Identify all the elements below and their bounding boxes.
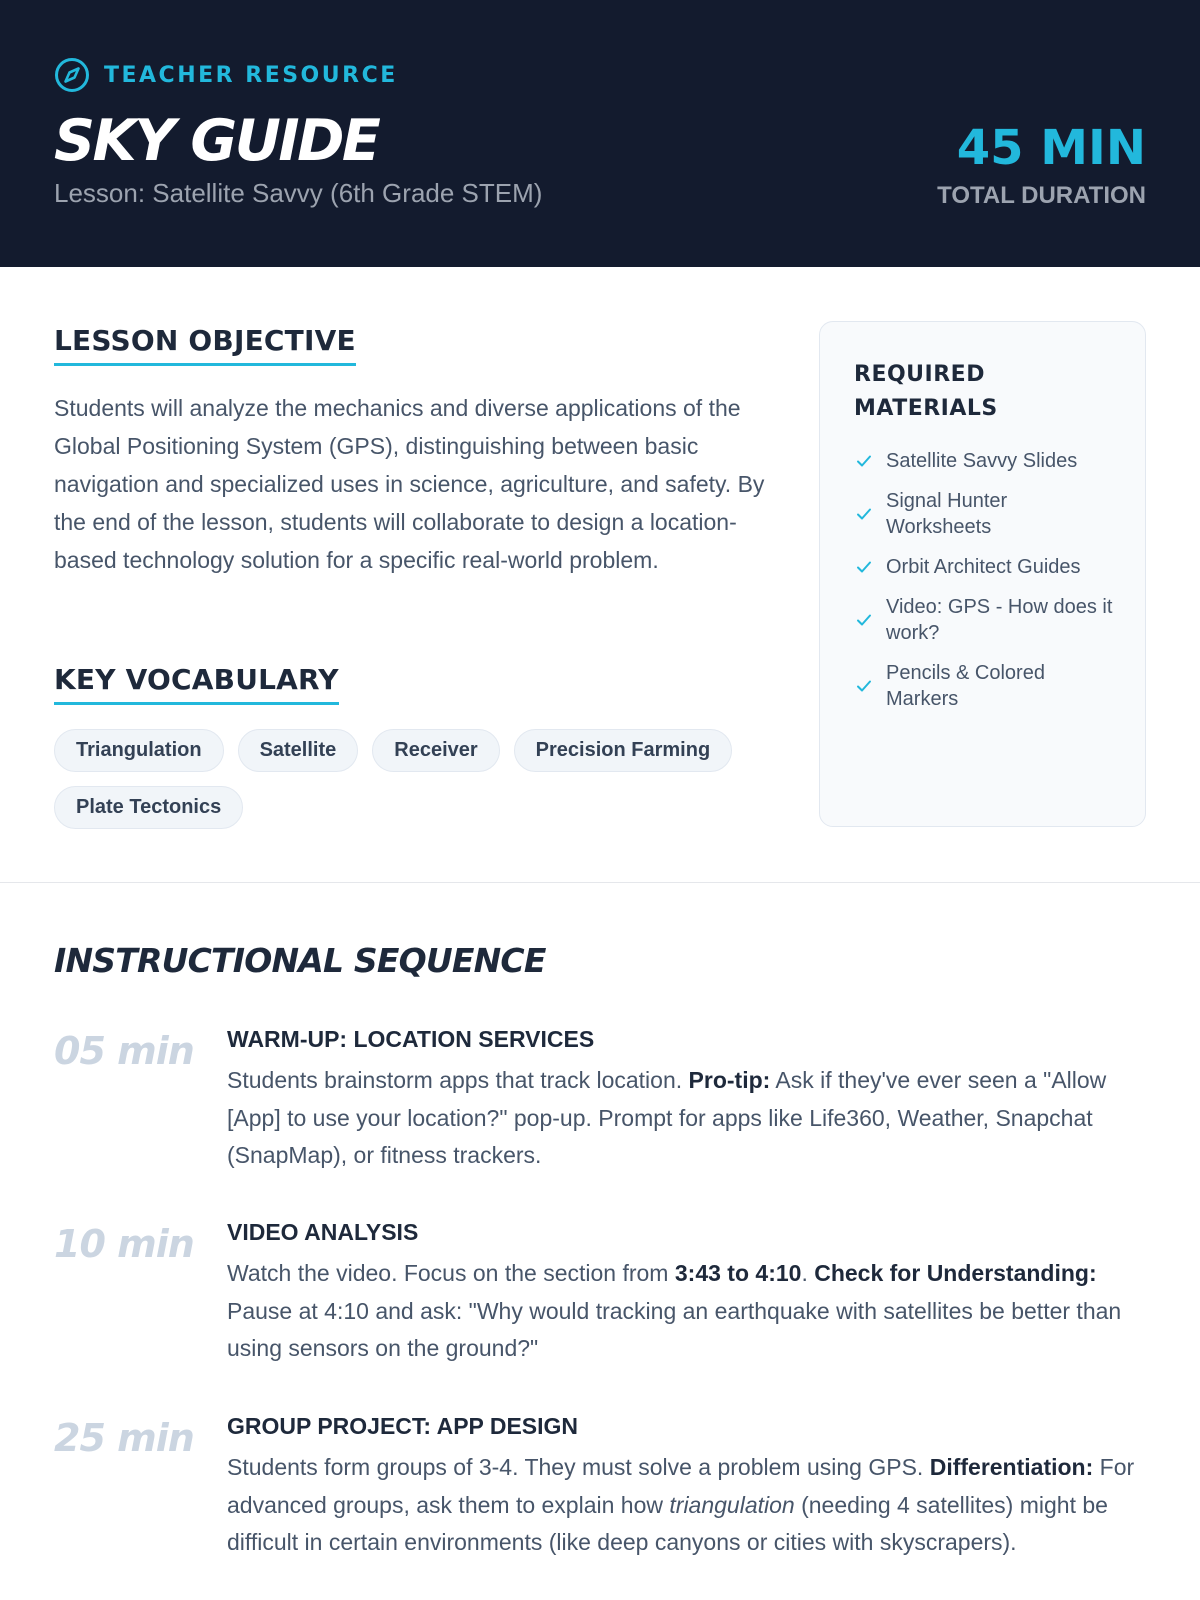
materials-item-label: Orbit Architect Guides	[886, 556, 1081, 578]
step-body	[227, 1024, 1146, 1175]
materials-item	[854, 660, 1115, 712]
vocab-chip: Satellite	[238, 729, 359, 772]
sequence-step	[54, 1024, 1146, 1175]
materials-item-label: Signal Hunter Worksheets	[886, 490, 1008, 538]
vocab-chip: Triangulation	[54, 729, 224, 772]
materials-item-label: Pencils & Colored Markers	[886, 662, 1045, 710]
page-title: SKY GUIDE	[54, 108, 379, 174]
check-icon	[854, 610, 874, 630]
check-icon	[854, 676, 874, 696]
step-text: Watch the video. Focus on the section from 3:43 to 4:10. Check for Understanding: Pause at 4:10 and ask: "Why would tracking an earthquake with satellites be better than using sensors on the ground?"	[227, 1260, 1122, 1361]
step-duration: 25 min	[54, 1416, 194, 1460]
step-text: Students form groups of 3-4. They must solve a problem using GPS. Differentiation: For advanced groups, ask them to explain how triangulation (needing 4 satellites) might be difficult in certain environments (like deep canyons or cities with skyscrapers).	[227, 1454, 1135, 1555]
page-subtitle: Lesson: Satellite Savvy (6th Grade STEM)	[54, 178, 543, 208]
step-title: VIDEO ANALYSIS	[227, 1219, 419, 1245]
vocabulary-heading: KEY VOCABULARY	[54, 662, 339, 705]
vocab-chip: Precision Farming	[514, 729, 733, 772]
objective-heading: LESSON OBJECTIVE	[54, 323, 356, 366]
materials-card	[819, 321, 1146, 827]
check-icon	[854, 557, 874, 577]
duration-value: 45 MIN	[956, 120, 1146, 176]
step-title: WARM-UP: LOCATION SERVICES	[227, 1026, 595, 1052]
materials-item	[854, 594, 1115, 646]
materials-item	[854, 488, 1115, 540]
materials-list	[854, 448, 1115, 712]
eyebrow-label: TEACHER RESOURCE	[104, 62, 398, 88]
objective-text: Students will analyze the mechanics and diverse applications of the Global Positioning System (GPS), distinguishing between basic navigation and specialized uses in science, agriculture, and safety. By the end of the lesson, students will collaborate to design a location-based technology solution for a specific real-world problem.	[54, 395, 765, 573]
duration-label: TOTAL DURATION	[937, 182, 1146, 209]
vocab-chip: Receiver	[372, 729, 499, 772]
section-divider	[0, 882, 1200, 883]
materials-item-label: Satellite Savvy Slides	[886, 450, 1078, 472]
vocabulary-chips	[54, 729, 766, 829]
check-icon	[854, 504, 874, 524]
check-icon	[854, 451, 874, 471]
vocab-chip: Plate Tectonics	[54, 786, 243, 829]
eyebrow	[54, 57, 398, 93]
step-duration: 05 min	[54, 1029, 194, 1073]
materials-item-label: Video: GPS - How does it work?	[886, 596, 1113, 644]
materials-item	[854, 448, 1115, 474]
step-body	[227, 1217, 1146, 1368]
header-banner	[0, 0, 1200, 267]
step-duration: 10 min	[54, 1222, 194, 1266]
step-title: GROUP PROJECT: APP DESIGN	[227, 1413, 579, 1439]
materials-item	[854, 554, 1115, 580]
sequence-step	[54, 1217, 1146, 1368]
compass-icon	[54, 57, 90, 93]
step-text: Students brainstorm apps that track location. Pro-tip: Ask if they've ever seen a "Allow [App] to use your location?" pop-up. Prompt for apps like Life360, Weather, Snapchat (SnapMap), or fitness trackers.	[227, 1067, 1107, 1168]
step-body	[227, 1411, 1146, 1562]
sequence-step	[54, 1411, 1146, 1562]
materials-heading: REQUIRED MATERIALS	[854, 362, 998, 421]
sequence-heading: INSTRUCTIONAL SEQUENCE	[54, 941, 546, 980]
